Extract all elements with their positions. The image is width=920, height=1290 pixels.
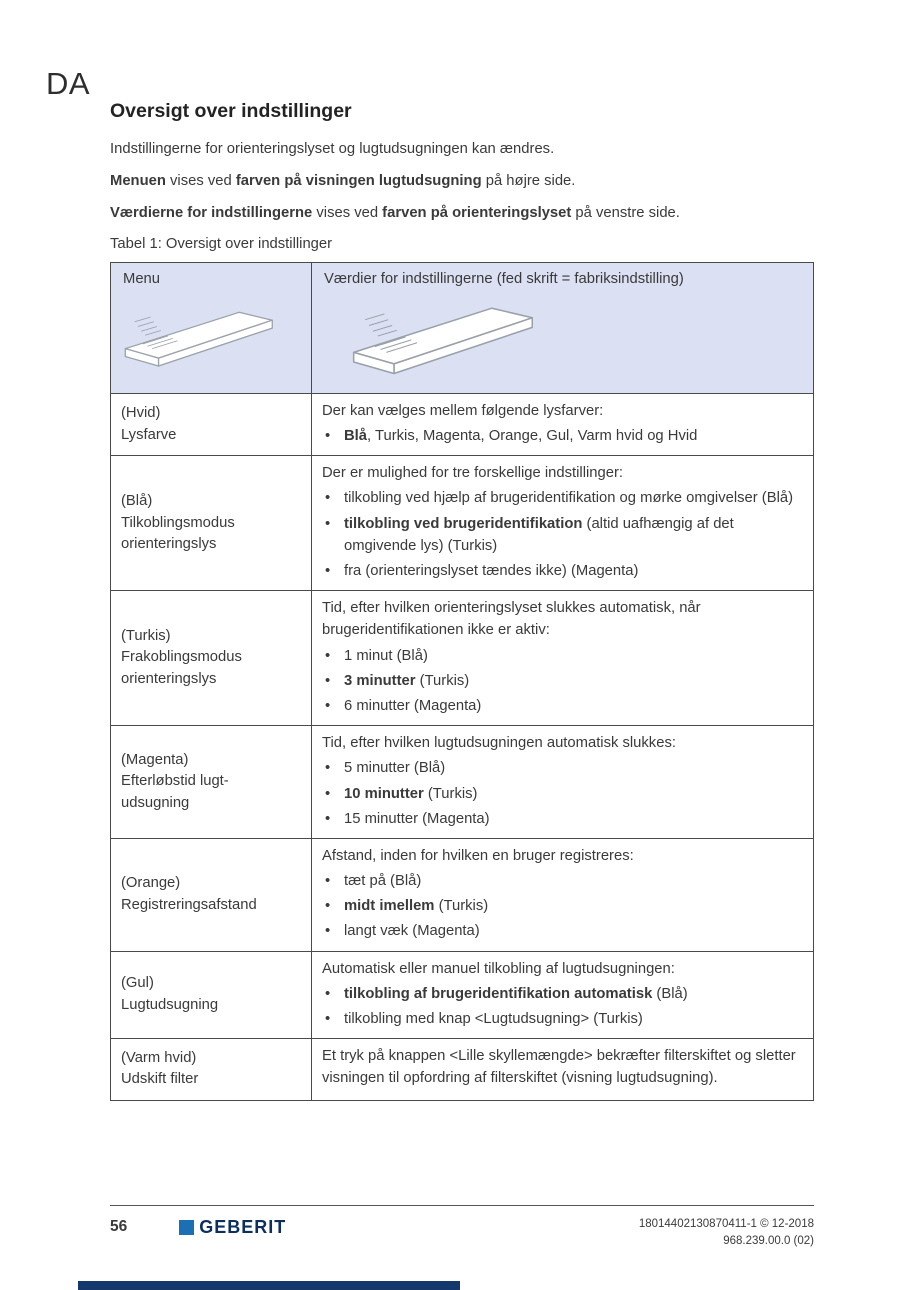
- intro-line: [110, 204, 814, 224]
- values-header-label: Værdier for indstillingerne (fed skrift = fabriksindstilling): [324, 270, 684, 287]
- text-segment: fra (orienteringslyset tændes ikke) (Magenta): [344, 563, 639, 580]
- bullet-item: [322, 757, 803, 779]
- settings-table: [110, 262, 814, 1101]
- value-cell: [312, 838, 814, 951]
- menu-cell: [111, 393, 312, 455]
- table-row: [111, 726, 814, 839]
- table-row: [111, 393, 814, 455]
- bullet-item: [322, 870, 803, 892]
- bullet-text: [344, 783, 803, 805]
- text-segment: 6 minutter (Magenta): [344, 697, 482, 714]
- table-row: [111, 951, 814, 1039]
- text-segment: Indstillingerne for orienteringslyset og lugtudsugningen kan ændres.: [110, 141, 555, 157]
- text-segment: (Turkis): [423, 785, 478, 802]
- value-cell: [312, 591, 814, 726]
- menu-line: (Gul): [121, 975, 154, 992]
- bullet-marker: •: [325, 760, 331, 777]
- bullet-text: [344, 695, 803, 717]
- text-segment: vises ved: [312, 204, 383, 221]
- menu-line: (Hvid): [121, 405, 161, 422]
- menu-cell: [111, 456, 312, 591]
- values-header-cell: [312, 262, 814, 393]
- bullet-item: [322, 513, 803, 557]
- text-segment: 10 minutter: [344, 785, 424, 802]
- intro-paragraphs: [110, 140, 814, 224]
- page-edge-band: [78, 1281, 460, 1290]
- text-segment: på højre side.: [481, 172, 576, 189]
- text-segment: (altid uafhængig af det omgivende lys) (Turkis): [344, 515, 734, 554]
- table-row: [111, 1039, 814, 1100]
- bullet-text: [344, 670, 803, 692]
- menu-line: Frakoblingsmodus: [121, 649, 242, 666]
- value-cell: [312, 456, 814, 591]
- bullet-text: [344, 513, 803, 557]
- bullet-marker: •: [325, 923, 331, 940]
- text-segment: midt imellem: [344, 898, 435, 915]
- bullet-text: [344, 757, 803, 779]
- text-segment: langt væk (Magenta): [344, 923, 480, 940]
- bullet-text: [344, 983, 803, 1005]
- menu-header-cell: [111, 262, 312, 393]
- bullet-marker: •: [325, 428, 331, 445]
- value-cell: [312, 726, 814, 839]
- bullet-marker: •: [325, 1011, 331, 1028]
- menu-line: (Orange): [121, 875, 181, 892]
- value-description: Der er mulighed for tre forskellige indstillinger:: [322, 465, 623, 482]
- table-row: [111, 456, 814, 591]
- page-number: 56: [110, 1218, 128, 1235]
- bullet-text: [344, 920, 803, 942]
- text-segment: 15 minutter (Magenta): [344, 810, 490, 827]
- text-segment: 5 minutter (Blå): [344, 760, 446, 777]
- menu-cell: [111, 1039, 312, 1100]
- menu-line: Tilkoblingsmodus: [121, 514, 235, 531]
- menu-cell: [111, 591, 312, 726]
- text-segment: , Turkis, Magenta, Orange, Gul, Varm hvid og Hvid: [367, 428, 698, 445]
- menu-line: Registreringsafstand: [121, 896, 257, 913]
- text-segment: tilkobling med knap <Lugtudsugning> (Turkis): [344, 1011, 643, 1028]
- menu-line: (Magenta): [121, 751, 189, 768]
- bullet-marker: •: [325, 647, 331, 664]
- page-footer: [110, 1216, 814, 1249]
- bullet-marker: •: [325, 563, 331, 580]
- document-reference-line1: 18014402130870411-1 © 12-2018: [638, 1218, 814, 1230]
- geberit-logo-mark-icon: [179, 1220, 194, 1235]
- menu-cell: [111, 838, 312, 951]
- bullet-text: [344, 560, 803, 582]
- device-illustration-menu: [119, 295, 277, 377]
- bullet-text: [344, 870, 803, 892]
- text-segment: Blå: [344, 428, 368, 445]
- text-segment: (Turkis): [415, 672, 470, 689]
- menu-cell: [111, 726, 312, 839]
- bullet-text: [344, 645, 803, 667]
- value-description: Der kan vælges mellem følgende lysfarver:: [322, 402, 604, 419]
- bullet-item: [322, 487, 803, 509]
- text-segment: Menuen: [110, 172, 166, 189]
- text-segment: tilkobling ved brugeridentifikation: [344, 515, 583, 532]
- table-caption: Tabel 1: Oversigt over indstillinger: [110, 235, 333, 252]
- text-segment: Værdierne for indstillingerne: [110, 204, 313, 221]
- text-segment: tæt på (Blå): [344, 873, 422, 890]
- text-segment: 3 minutter: [344, 672, 416, 689]
- intro-line: [110, 172, 814, 192]
- settings-table-header: [111, 262, 814, 393]
- bullet-text: [344, 1008, 803, 1030]
- bullet-item: [322, 920, 803, 942]
- bullet-item: [322, 645, 803, 667]
- menu-line: Lugtudsugning: [121, 996, 219, 1013]
- bullet-marker: •: [325, 785, 331, 802]
- bullet-text: [344, 808, 803, 830]
- bullet-item: [322, 1008, 803, 1030]
- bullet-marker: •: [325, 985, 331, 1002]
- menu-line: (Blå): [121, 493, 153, 510]
- table-row: [111, 591, 814, 726]
- footer-divider: [110, 1205, 814, 1206]
- value-cell: [312, 951, 814, 1039]
- page-title: Oversigt over indstillinger: [110, 100, 352, 122]
- bullet-marker: •: [325, 515, 331, 532]
- menu-line: Efterløbstid lugt-: [121, 773, 229, 790]
- bullet-item: [322, 425, 803, 447]
- value-description: Tid, efter hvilken lugtudsugningen automatisk slukkes:: [322, 735, 676, 752]
- bullet-marker: •: [325, 697, 331, 714]
- page-content: [110, 100, 814, 1101]
- menu-line: orienteringslys: [121, 670, 217, 687]
- bullet-marker: •: [325, 898, 331, 915]
- bullet-item: [322, 560, 803, 582]
- menu-line: Udskift filter: [121, 1071, 199, 1088]
- bullet-item: [322, 695, 803, 717]
- text-segment: (Turkis): [434, 898, 489, 915]
- bullet-marker: •: [325, 672, 331, 689]
- value-description: Automatisk eller manuel tilkobling af lugtudsugningen:: [322, 960, 675, 977]
- bullet-text: [344, 895, 803, 917]
- text-segment: tilkobling af brugeridentifikation automatisk: [344, 985, 653, 1002]
- value-description: Et tryk på knappen <Lille skyllemængde> bekræfter filterskiftet og sletter visningen til opfordring af filterskiftet (visning lugtudsugning).: [322, 1048, 796, 1087]
- text-segment: 1 minut (Blå): [344, 647, 428, 664]
- header-row: [111, 262, 814, 393]
- value-cell: [312, 393, 814, 455]
- value-description: Tid, efter hvilken orienteringslyset slukkes automatisk, når brugeridentifikationen ikke er aktiv:: [322, 600, 701, 639]
- text-segment: tilkobling ved hjælp af brugeridentifikation og mørke omgivelser (Blå): [344, 490, 794, 507]
- menu-header-label: Menu: [123, 270, 161, 287]
- menu-line: Lysfarve: [121, 426, 177, 443]
- menu-line: (Turkis): [121, 628, 171, 644]
- geberit-logo-wordmark: GEBERIT: [199, 1217, 287, 1237]
- intro-line: [110, 140, 814, 160]
- geberit-logo: [179, 1216, 286, 1238]
- bullet-text: [344, 425, 803, 447]
- menu-line: (Varm hvid): [121, 1049, 197, 1066]
- bullet-item: [322, 670, 803, 692]
- bullet-marker: •: [325, 810, 331, 827]
- bullet-text: [344, 487, 803, 509]
- text-segment: farven på visningen lugtudsugning: [235, 172, 482, 189]
- value-cell: [312, 1039, 814, 1100]
- menu-cell: [111, 951, 312, 1039]
- bullet-item: [322, 783, 803, 805]
- text-segment: vises ved: [165, 172, 236, 189]
- value-description: Afstand, inden for hvilken en bruger registreres:: [322, 847, 634, 864]
- device-illustration-values: [338, 289, 546, 385]
- language-code: DA: [46, 66, 91, 101]
- table-row: [111, 838, 814, 951]
- document-reference: [639, 1216, 814, 1249]
- bullet-item: [322, 983, 803, 1005]
- document-reference-line2: 968.239.00.0 (02): [723, 1234, 814, 1247]
- bullet-marker: •: [325, 873, 331, 890]
- menu-line: udsugning: [121, 794, 190, 811]
- bullet-item: [322, 808, 803, 830]
- bullet-item: [322, 895, 803, 917]
- menu-line: orienteringslys: [121, 535, 217, 552]
- bullet-marker: •: [325, 490, 331, 507]
- settings-table-body: [111, 393, 814, 1100]
- text-segment: farven på orienteringslyset: [382, 204, 572, 221]
- text-segment: (Blå): [652, 985, 688, 1002]
- text-segment: på venstre side.: [571, 204, 680, 221]
